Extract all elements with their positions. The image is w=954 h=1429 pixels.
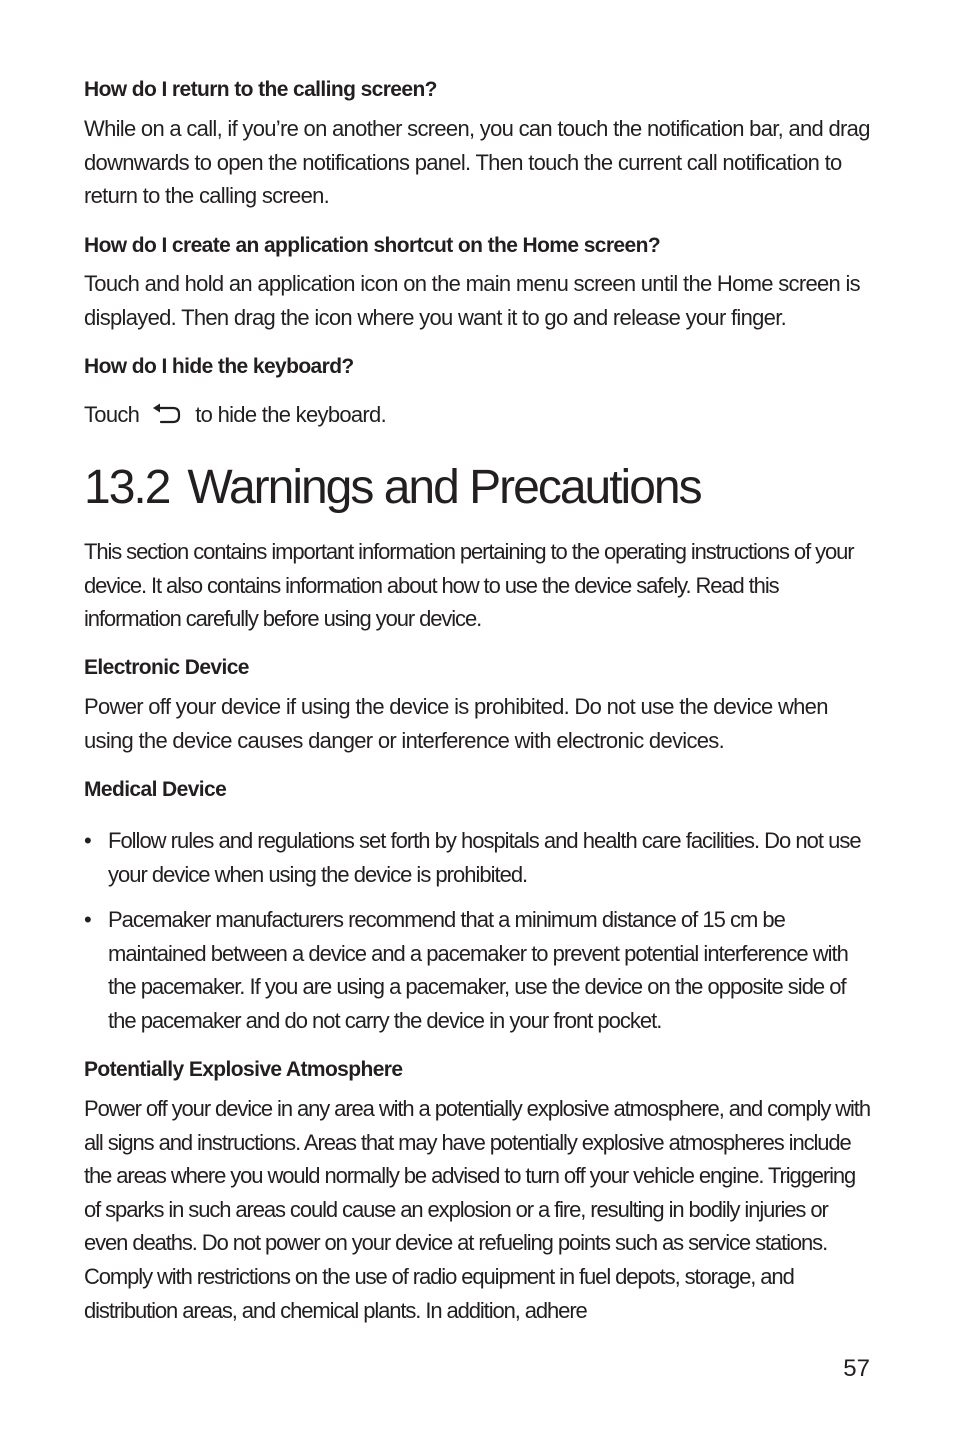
section-title: [84, 460, 701, 516]
section-title-text: Warnings and Precautions: [187, 461, 701, 514]
heading-explosive-atmosphere: Potentially Explosive Atmosphere: [84, 1058, 403, 1081]
heading-electronic-device: Electronic Device: [84, 656, 249, 679]
list-item-text: Follow rules and regulations set forth by hospitals and health care facilities. Do not use your device when using the device is prohibited.: [108, 828, 861, 887]
list-item: [84, 824, 874, 891]
answer-text-before-icon: Touch: [84, 402, 140, 427]
list-item: [84, 903, 874, 1037]
bullet-marker: •: [84, 907, 91, 933]
heading-medical-device: Medical Device: [84, 778, 227, 801]
faq-question-calling-screen: How do I return to the calling screen?: [84, 78, 437, 101]
answer-text-after-icon: to hide the keyboard.: [195, 402, 386, 427]
faq-answer-calling-screen: While on a call, if you’re on another screen, you can touch the notification bar, and drag downwards to open the notifications panel. Then touch the current call notification to return to the calling screen.: [84, 116, 870, 209]
faq-answer-app-shortcut: Touch and hold an application icon on the main menu screen until the Home screen is displayed. Then drag the icon where you want it to go and release your finger.: [84, 271, 860, 330]
electronic-device-text: Power off your device if using the device is prohibited. Do not use the device when using the device causes danger or interference with electronic devices.: [84, 694, 828, 753]
section-number: 13.2: [84, 461, 170, 514]
explosive-atmosphere-text: Power off your device in any area with a potentially explosive atmosphere, and comply with all signs and instructions. Areas that may have potentially explosive atmospheres include the areas where you would normally be advised to turn off your vehicle engine. Triggering of sparks in such areas could cause an explosion or a fire, resulting in bodily injuries or even deaths. Do not power on your device at refueling points such as service stations. Comply with restrictions on the use of radio equipment in fuel depots, storage, and distribution areas, and chemical plants. In addition, adhere: [84, 1096, 870, 1323]
faq-question-hide-keyboard: How do I hide the keyboard?: [84, 355, 354, 378]
medical-device-list: [84, 824, 874, 1050]
faq-answer-hide-keyboard: [84, 400, 386, 430]
faq-question-app-shortcut: How do I create an application shortcut on the Home screen?: [84, 234, 661, 257]
page-number: 57: [843, 1355, 870, 1382]
list-item-text: Pacemaker manufacturers recommend that a minimum distance of 15 cm be maintained between a device and a pacemaker to prevent potential interference with the pacemaker. If you are using a pacemaker, use the device on the opposite side of the pacemaker and do not carry the device in your front pocket.: [108, 907, 848, 1033]
section-intro: This section contains important information pertaining to the operating instructions of your device. It also contains information about how to use the device safely. Read this information carefully before using your device.: [84, 539, 854, 632]
back-arrow-icon: [151, 402, 183, 428]
bullet-marker: •: [84, 828, 91, 853]
